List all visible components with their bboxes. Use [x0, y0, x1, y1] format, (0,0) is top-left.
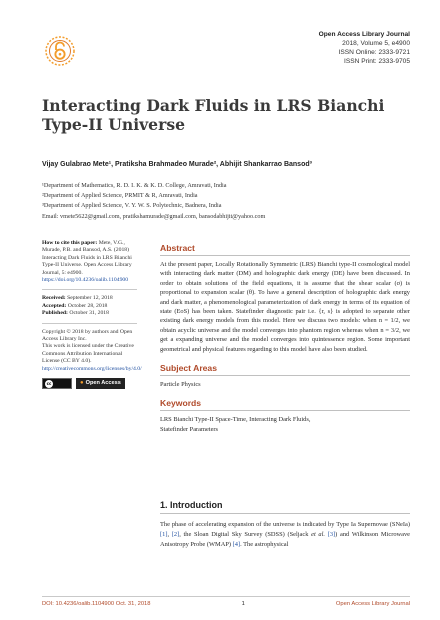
- issn-online: ISSN Online: 2333-9721: [338, 49, 410, 56]
- journal-header: [319, 30, 410, 66]
- author-list: Vijay Gulabrao Mete¹, Pratiksha Brahmadeo Murade², Abhijit Shankarrao Bansod³: [42, 161, 312, 168]
- intro-text-part: . The astrophysical: [240, 541, 289, 548]
- open-access-logo-icon: [45, 36, 75, 66]
- citation-doi-link[interactable]: https://doi.org/10.4236/oalib.1104900: [42, 277, 129, 284]
- license-link[interactable]: http://creativecommons.org/licenses/by/4.0/: [42, 365, 142, 372]
- et-al: et al.: [311, 531, 325, 538]
- dates-block: [42, 295, 137, 317]
- issn-print: ISSN Print: 2333-9705: [344, 58, 410, 65]
- sidebar-divider: [42, 289, 137, 290]
- abstract-text: At the present paper, Locally Rotationally Symmetric (LRS) Bianchi type-II cosmological model with interacting dark matter (DM) and holographic dark energy (DE) have been discussed. In order to obtain solutions of the field equations, it is assume that the shear scalar (σ) is proportional to expansion scalar (θ). To have a general description of holographic dark energy and dark matter, a phenomenological parameterization of dark energy in terms of its equation of state (EoS) has been taken. Statefinder diagnostic pair i.e. {r, s} is adopted to separate other existing dark energy models from this model. Here we discuss two models: when n = 1/2, we obtain acyclic universe and the model converges into phantom region whereas when n = 3/2, we get a expanding universe and the model converges into quintessence region. Some important geometrical and physical features regarding to this model have also been studied.: [160, 261, 410, 353]
- published-date: October 31, 2018: [69, 310, 109, 317]
- open-access-badge: [76, 378, 125, 389]
- cc-label: cc: [46, 380, 52, 386]
- intro-text-part: ) and Wilkinson Microwave Anisotropy Probe (WMAP): [160, 531, 411, 548]
- intro-text-part: The phase of accelerating expansion of the universe is indicated by Type Ia Supernovae (SNeIa): [160, 521, 410, 528]
- citation-label: How to cite this paper:: [42, 240, 98, 246]
- journal-volume: 2018, Volume 5, e4900: [342, 40, 410, 47]
- journal-name: Open Access Library Journal: [318, 31, 410, 38]
- affiliation-1: ¹Department of Mathematics, R. D. I. K. & K. D. College, Amravati, India: [42, 182, 227, 189]
- copyright-text: Copyright © 2018 by authors and Open Access Library Inc.: [42, 328, 133, 343]
- creative-commons-icon[interactable]: [42, 378, 72, 389]
- keywords-text: [160, 415, 410, 434]
- open-lock-icon: ●: [80, 379, 84, 386]
- main-column: [160, 243, 410, 443]
- affiliations: [42, 181, 265, 222]
- license-badges: [42, 378, 137, 389]
- introduction-heading: 1. Introduction: [160, 500, 410, 514]
- open-access-label: Open Access: [85, 379, 121, 386]
- introduction-text: [160, 520, 410, 550]
- license-text: This work is licensed under the Creative Commons Attribution International License (CC BY 4.0).: [42, 343, 134, 365]
- keywords-heading: Keywords: [160, 398, 410, 411]
- introduction-section: [160, 500, 410, 550]
- email-line: Email: vmete5622@gmail.com, pratikshamurade@gmail.com, bansodabhijit@yahoo.com: [42, 212, 266, 220]
- paper-title: Interacting Dark Fluids in LRS Bianchi Type-II Universe: [42, 96, 385, 134]
- citation-block: [42, 240, 137, 284]
- page-footer: [42, 596, 410, 608]
- accepted-label: Accepted:: [42, 302, 67, 309]
- intro-text-part: ,: [167, 531, 172, 538]
- abstract-heading: Abstract: [160, 243, 410, 256]
- sidebar-divider: [42, 323, 137, 324]
- received-label: Received:: [42, 295, 66, 302]
- reference-link-4[interactable]: [4]: [232, 541, 241, 548]
- reference-link-1[interactable]: [1]: [160, 531, 168, 538]
- keywords-line-1: LRS Bianchi Type-II Space-Time, Interacting Dark Fluids,: [160, 416, 311, 424]
- keywords-line-2: Statefinder Parameters: [160, 425, 219, 433]
- footer-journal: Open Access Library Journal: [335, 600, 410, 607]
- subject-areas-text: Particle Physics: [160, 381, 201, 389]
- copyright-block: [42, 328, 142, 373]
- citation-text: Mete, V.G., Murade, P.B. and Bansod, A.S. (2018) Interacting Dark Fluids in LRS Bianchi Type-II Universe. Open Access Library Journal, 5: e4900.: [42, 240, 132, 276]
- affiliation-2: ²Department of Applied Science, PRMIT & R, Amravati, India: [42, 192, 198, 200]
- intro-text-part: , the Sloan Digital Sky Survey (SDSS) (Seljack: [179, 531, 312, 538]
- received-date: September 12, 2018: [67, 295, 113, 302]
- affiliation-3: ³Department of Applied Science, V. Y. W. S. Polytechnic, Badnera, India: [42, 202, 222, 210]
- published-label: Published:: [42, 310, 68, 317]
- reference-link-2[interactable]: [2]: [171, 531, 180, 538]
- reference-link-3[interactable]: [3]: [327, 531, 336, 538]
- page-number: 1: [241, 600, 245, 607]
- subject-areas-heading: Subject Areas: [160, 363, 410, 376]
- footer-doi: DOI: 10.4236/oalib.1104900 Oct. 31, 2018: [42, 600, 151, 607]
- article-info-sidebar: [42, 240, 142, 389]
- accepted-date: October 28, 2018: [67, 302, 108, 309]
